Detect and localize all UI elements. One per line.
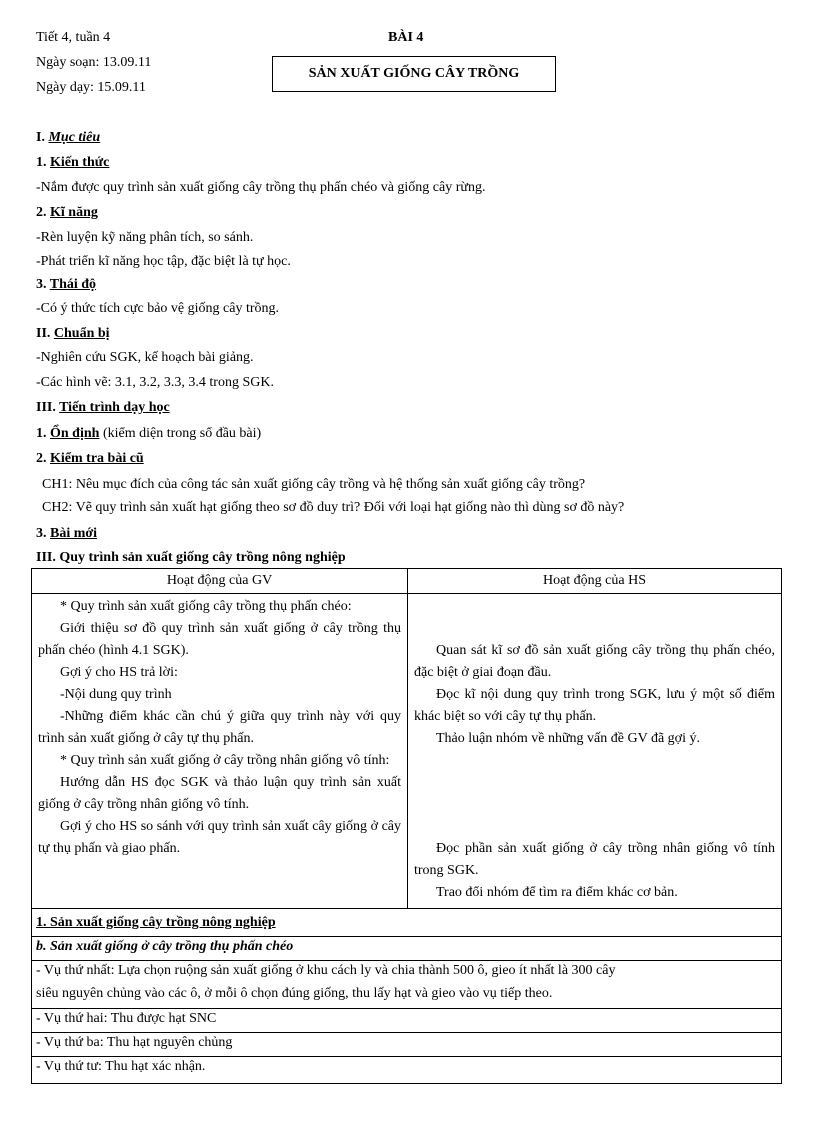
- prep-date: Ngày soạn: 13.09.11: [36, 55, 152, 70]
- content-subheading: b. Sản xuất giống ở cây trồng thụ phấn chéo: [36, 939, 294, 954]
- activity-table: [31, 568, 782, 909]
- skills-text-2: -Phát triển kĩ năng học tập, đặc biệt là tự học.: [36, 254, 291, 269]
- heading-production-process: III. Quy trình sản xuất giống cây trồng nông nghiệp: [36, 550, 346, 565]
- section-process: III. Tiến trình dạy học: [36, 400, 170, 415]
- table-row: [32, 594, 782, 909]
- heading-old-lesson-check: 2. Kiểm tra bài cũ: [36, 451, 144, 466]
- skills-text-1: -Rèn luyện kỹ năng phân tích, so sánh.: [36, 230, 254, 245]
- section-preparation: II. Chuẩn bị: [36, 326, 110, 341]
- content-crop-1a: - Vụ thứ nhất: Lựa chọn ruộng sản xuất giống ở khu cách ly và chia thành 500 ô, gieo ít nhất là 300 cây: [36, 963, 616, 978]
- list-item: Giới thiệu sơ đồ quy trình sản xuất giống ở cây trồng thụ phấn chéo (hình 4.1 SGK).: [38, 621, 401, 658]
- content-crop-2: - Vụ thứ hai: Thu được hạt SNC: [36, 1011, 217, 1026]
- lesson-title: SẢN XUẤT GIỐNG CÂY TRỒNG: [272, 56, 556, 92]
- list-item: -Nội dung quy trình: [60, 687, 172, 702]
- table-header-row: [32, 569, 782, 594]
- preparation-text-1: -Nghiên cứu SGK, kế hoạch bài giảng.: [36, 350, 254, 365]
- content-crop-4: - Vụ thứ tư: Thu hạt xác nhận.: [36, 1059, 206, 1074]
- knowledge-text: -Nắm được quy trình sản xuất giống cây trồng thụ phấn chéo và giống cây rừng.: [36, 180, 486, 195]
- header-student-activity: Hoạt động của HS: [408, 569, 782, 594]
- list-item: Gợi ý cho HS so sánh với quy trình sản xuất cây giống ở cây tự thụ phấn và giao phấn.: [38, 819, 401, 856]
- list-item: Hướng dẫn HS đọc SGK và thảo luận quy trình sản xuất giống ở cây trồng nhân giống vô tính.: [38, 775, 401, 812]
- content-crop-3: - Vụ thứ ba: Thu hạt nguyên chủng: [36, 1035, 233, 1050]
- list-item: Trao đổi nhóm để tìm ra điểm khác cơ bản.: [436, 885, 678, 900]
- header-teacher-activity: Hoạt động của GV: [32, 569, 408, 594]
- content-heading: 1. Sản xuất giống cây trồng nông nghiệp: [36, 915, 276, 930]
- lesson-number: BÀI 4: [388, 30, 424, 45]
- attitude-text: -Có ý thức tích cực bảo vệ giống cây trồng.: [36, 301, 279, 316]
- question-1: CH1: Nêu mục đích của công tác sản xuất giống cây trồng và hệ thống sản xuất giống cây trồng?: [42, 477, 586, 492]
- heading-attitude: 3. Thái độ: [36, 277, 97, 292]
- heading-knowledge: 1. Kiến thức: [36, 155, 110, 170]
- list-item: * Quy trình sản xuất giống ở cây trồng nhân giống vô tính:: [60, 753, 390, 768]
- lesson-period: Tiết 4, tuần 4: [36, 30, 111, 45]
- list-item: -Những điểm khác cần chú ý giữa quy trình này với quy trình sản xuất giống ở cây tự thụ phấn.: [38, 709, 401, 746]
- stabilize-line: 1. Ổn định (kiểm diện trong sổ đầu bài): [36, 426, 262, 441]
- teacher-activities: [32, 594, 408, 909]
- heading-skills: 2. Kĩ năng: [36, 205, 98, 220]
- section-objectives: I. Mục tiêu: [36, 130, 101, 145]
- preparation-text-2: -Các hình vẽ: 3.1, 3.2, 3.3, 3.4 trong SGK.: [36, 375, 274, 390]
- student-activities: [408, 594, 782, 909]
- content-box: [31, 909, 782, 1084]
- list-item: Thảo luận nhóm về những vấn đề GV đã gợi ý.: [436, 731, 700, 746]
- content-crop-1b: siêu nguyên chủng vào các ô, ở mỗi ô chọn đúng giống, thu lấy hạt và gieo vào vụ tiếp theo.: [36, 986, 553, 1001]
- teach-date: Ngày dạy: 15.09.11: [36, 80, 146, 95]
- heading-new-lesson: 3. Bài mới: [36, 526, 98, 541]
- list-item: Gợi ý cho HS trả lời:: [60, 665, 178, 680]
- list-item: Đọc kĩ nội dung quy trình trong SGK, lưu ý một số điểm khác biệt so với cây tự thụ phấn.: [414, 687, 775, 724]
- list-item: * Quy trình sản xuất giống cây trồng thụ phấn chéo:: [60, 599, 352, 614]
- list-item: Đọc phần sản xuất giống ở cây trồng nhân giống vô tính trong SGK.: [414, 841, 775, 878]
- list-item: Quan sát kĩ sơ đồ sản xuất giống cây trồng thụ phấn chéo, đặc biệt ở giai đoạn đầu.: [414, 643, 775, 680]
- question-2: CH2: Vẽ quy trình sản xuất hạt giống theo sơ đồ duy trì? Đối với loại hạt giống nào thì dùng sơ đồ này?: [42, 500, 625, 515]
